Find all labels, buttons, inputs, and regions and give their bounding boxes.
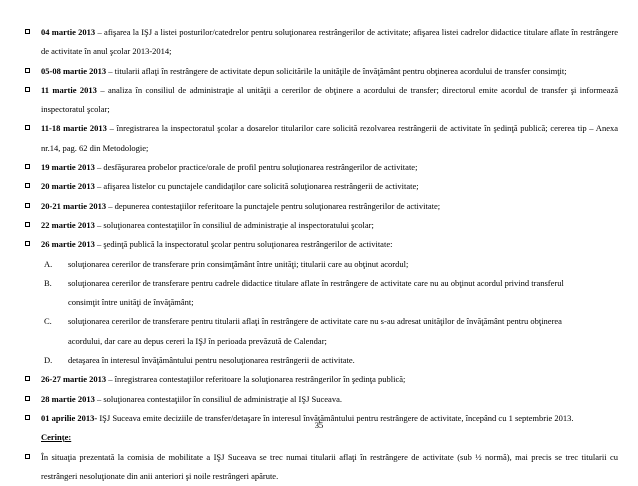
square-bullet-icon xyxy=(25,454,30,459)
square-bullet-icon xyxy=(25,376,30,381)
sub-list-item xyxy=(25,274,618,313)
square-bullet-icon xyxy=(25,68,30,73)
sub-list-item xyxy=(25,351,618,370)
square-bullet-icon xyxy=(25,203,30,208)
sub-list xyxy=(25,255,618,371)
sub-item-text: detaşarea în interesul învăţământului pentru nesoluţionarea restrângerii de activitate. xyxy=(68,355,355,366)
sub-list-item xyxy=(25,255,618,274)
item-date: 26 martie 2013 xyxy=(41,239,95,250)
item-date: 05-08 martie 2013 xyxy=(41,65,107,76)
item-text: – analiza în consiliul de administraţie al unităţii a cererilor de obţinere a acordului de transfer; directorul emite acordul de transfer şi informează inspectoratul şcolar; xyxy=(41,84,618,115)
item-date: 04 martie 2013 xyxy=(41,27,96,37)
item-text: – afişarea la IŞJ a listei posturilor/catedrelor pentru soluţionarea restrângerilor de activitate; afişarea listei cadrelor didactice titulare aflate în restrângere de activitate în anul şcolar 2013-2014; xyxy=(41,27,618,57)
item-text: – titularii aflaţi în restrângere de activitate depun solicitările la unităţile de învăţământ pentru obţinerea acordului de transfer consimţit; xyxy=(106,65,567,76)
sub-item-text: soluţionarea cererilor de transferare prin consimţământ între unităţi; titularii care au obţinut acordul; xyxy=(68,258,409,269)
list-item xyxy=(25,23,618,62)
item-text: – desfăşurarea probelor practice/orale de profil pentru soluţionarea restrângerilor de activitate; xyxy=(94,162,418,173)
page-number: 35 xyxy=(314,420,324,430)
list-item xyxy=(25,158,618,177)
sub-list-item xyxy=(25,312,618,351)
square-bullet-icon xyxy=(25,241,30,246)
item-text: – depunerea contestaţiilor referitoare la punctajele pentru soluţionarea restrângerilor de activitate; xyxy=(106,200,441,211)
item-date: 11-18 martie 2013 xyxy=(41,123,107,134)
item-date: 20-21 martie 2013 xyxy=(41,200,107,211)
item-date: 11 martie 2013 xyxy=(41,84,97,95)
item-text: – afişarea listelor cu punctajele candidaţilor care solicită soluţionarea restrângerii de activitate; xyxy=(94,181,419,192)
item-date: 19 martie 2013 xyxy=(41,162,95,173)
item-text: – înregistrarea contestaţiilor referitoare la soluţionarea restrângerilor în şedinţa publică; xyxy=(106,374,406,385)
item-text: – înregistrarea la inspectoratul şcolar a dosarelor titularilor care solicită rezolvarea restrângerii de activitate în şedinţă publică; cererea tip – Anexa nr.14, pag. 62 din Metodologie; xyxy=(41,123,618,153)
sub-item-marker: C. xyxy=(44,316,52,327)
item-text: – soluţionarea contestaţiilor în consiliul de administraţie al IŞJ Suceava. xyxy=(94,393,342,404)
list-item xyxy=(25,119,618,158)
square-bullet-icon xyxy=(25,125,30,130)
sub-item-marker: D. xyxy=(44,355,53,366)
sub-item-text-continuation: consimţit între unităţi de învăţământ; xyxy=(68,297,194,308)
item-date: 20 martie 2013 xyxy=(41,181,95,192)
item-text: – soluţionarea contestaţiilor în consiliul de administraţie al inspectoratului şcolar; xyxy=(94,219,374,230)
list-item xyxy=(25,370,618,389)
square-bullet-icon xyxy=(25,222,30,227)
square-bullet-icon xyxy=(25,164,30,169)
sub-item-text: soluţionarea cererilor de transferare pentru titularii aflaţi în restrângere de activitate care nu s-au adresat unităţilor de învăţământ pentru obţinerea xyxy=(68,316,562,327)
item-text: – şedinţă publică la inspectoratul şcolar pentru soluţionarea restrângerilor de activitate: xyxy=(94,239,393,250)
item-date: 26-27 martie 2013 xyxy=(41,374,107,385)
item-date: 01 aprilie 2013- xyxy=(41,412,98,423)
list-item xyxy=(25,197,618,216)
item-date: 22 martie 2013 xyxy=(41,219,95,230)
calendar-list xyxy=(25,23,618,486)
requirements-heading: Cerinţe: xyxy=(41,432,72,443)
square-bullet-icon xyxy=(25,183,30,188)
list-item xyxy=(25,62,618,81)
list-item xyxy=(25,448,618,486)
square-bullet-icon xyxy=(25,396,30,401)
item-text: IŞJ Suceava emite deciziile de transfer/detaşare în interesul învăţământului pentru restrângere de activitate, începând cu 1 septembrie 2013. xyxy=(97,412,574,423)
list-item xyxy=(25,81,618,120)
list-item xyxy=(25,390,618,409)
square-bullet-icon xyxy=(25,87,30,92)
list-item xyxy=(25,177,618,196)
sub-item-text: soluţionarea cererilor de transferare pentru cadrele didactice titulare aflate în restrângere de activitate care nu au obţinut acordul privind transferul xyxy=(68,277,564,288)
sub-item-text-continuation: acordului, dar care au depus cereri la IŞJ în perioada prevăzută de Calendar; xyxy=(68,335,327,346)
sub-item-marker: B. xyxy=(44,277,52,288)
item-date: 28 martie 2013 xyxy=(41,393,95,404)
list-item xyxy=(25,235,618,254)
list-item xyxy=(25,216,618,235)
square-bullet-icon xyxy=(25,29,30,34)
item-text: În situaţia prezentată la comisia de mobilitate a IŞJ Suceava se trec numai titularii aflaţi în restrângere de activitate (sub ½ normă), mai precis se trec titularii cu restrângeri nesoluţionate din anii anteriori şi noile restrângeri apărute. xyxy=(41,451,618,481)
sub-item-marker: A. xyxy=(44,258,53,269)
